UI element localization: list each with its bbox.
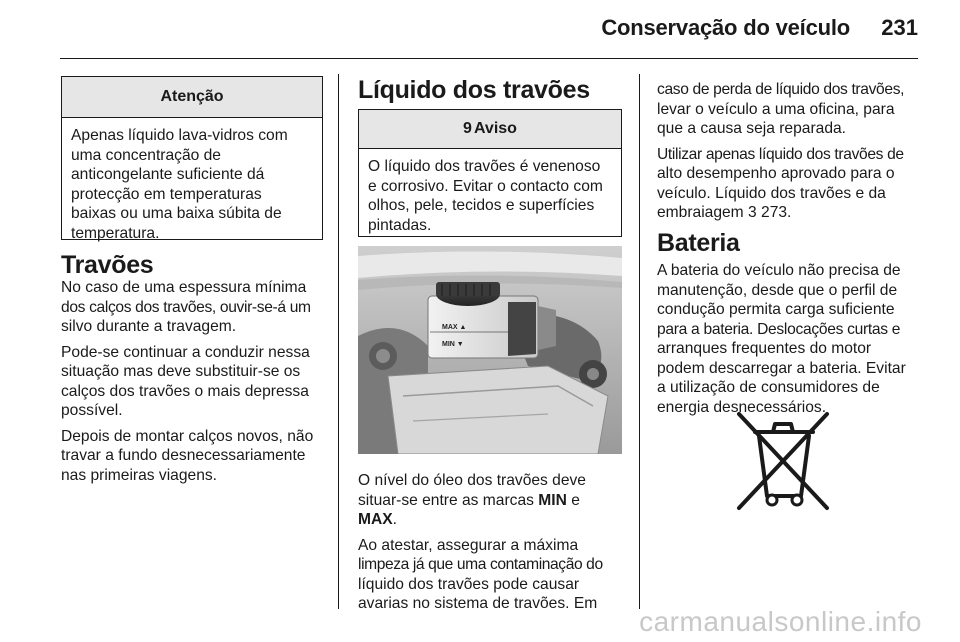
text-line: podem descarregar a bateria. Evitar	[657, 359, 906, 377]
column-divider-2	[639, 74, 640, 609]
text-line: limpeza já que uma contaminação do	[358, 556, 603, 573]
paragraph	[61, 427, 333, 486]
text-line: avarias no sistema de travões. Em	[358, 595, 598, 612]
text-line: O nível do óleo dos travões deve	[358, 472, 586, 489]
text-line: A bateria do veículo não precisa de	[657, 262, 901, 279]
text-line: líquido dos travões pode causar	[358, 575, 580, 593]
text-line: a utilização de consumidores de	[657, 379, 880, 396]
col3-top-text	[657, 80, 929, 229]
min-keyword: MIN	[538, 491, 567, 509]
text-line: condução permita carga suficiente	[657, 301, 895, 318]
attention-line: protecção em temperaturas	[71, 185, 262, 203]
section-title-liquido-travoes: Líquido dos travões	[358, 76, 590, 104]
paragraph	[61, 278, 333, 337]
text-line: para a bateria. Deslocações curtas e	[657, 320, 901, 338]
bateria-text	[657, 261, 929, 423]
paragraph	[358, 471, 630, 530]
attention-box	[61, 76, 323, 240]
text-line: alto desempenho aprovado para o	[657, 165, 895, 182]
attention-line: baixas ou uma baixa súbita de	[71, 205, 282, 222]
warning-line: pintadas.	[368, 216, 432, 234]
text-line	[358, 510, 630, 530]
text-line: silvo durante a travagem.	[61, 318, 237, 335]
paragraph	[657, 145, 929, 223]
travoes-text	[61, 278, 333, 491]
attention-box-body	[62, 118, 322, 251]
text-line	[358, 491, 630, 511]
text-line: manutenção, desde que o perfil de	[657, 281, 898, 299]
max-keyword: MAX	[358, 511, 393, 528]
text-line: veículo. Líquido dos travões e da	[657, 184, 886, 202]
column-divider-1	[338, 74, 339, 609]
watermark: carmanualsonline.info	[639, 606, 922, 637]
attention-line: uma concentração de	[71, 146, 221, 164]
text-line: Utilizar apenas líquido dos travões de	[657, 145, 904, 163]
text-line: nas primeiras viagens.	[61, 466, 218, 484]
text-line: que a causa seja reparada.	[657, 120, 846, 137]
warning-line: olhos, pele, tecidos e superfícies	[368, 197, 595, 214]
text-line: dos calços dos travões, ouvir-se-á um	[61, 298, 311, 316]
warning-box	[358, 109, 622, 237]
paragraph	[358, 536, 630, 614]
attention-line: anticongelante suficiente dá	[71, 166, 265, 183]
liquido-text	[358, 471, 630, 620]
min-mark-label: MIN ▼	[442, 341, 464, 348]
text-line: Depois de montar calços novos, não	[61, 427, 314, 445]
text-line: No caso de uma espessura mínima	[61, 279, 307, 296]
max-mark-label: MAX ▲	[442, 324, 467, 331]
attention-line: Apenas líquido lava-vidros com	[71, 127, 288, 144]
text-line: Pode-se continuar a conduzir nessa	[61, 343, 310, 361]
text-line: calços dos travões o mais depressa	[61, 382, 309, 400]
paragraph	[61, 343, 333, 421]
reservoir-illustration	[358, 246, 622, 454]
warning-line: e corrosivo. Evitar o contacto com	[368, 177, 603, 195]
crossed-out-bin-icon	[735, 408, 831, 514]
attention-line: temperatura.	[71, 224, 160, 242]
text-line: arranques frequentes do motor	[657, 340, 872, 357]
paragraph	[657, 261, 929, 417]
section-title-bateria: Bateria	[657, 229, 740, 257]
section-title-travoes: Travões	[61, 251, 154, 279]
warning-icon: 9	[463, 120, 472, 137]
text-line: caso de perda de líquido dos travões,	[657, 81, 905, 98]
text-line: levar o veículo a uma oficina, para	[657, 100, 895, 118]
page-reference-icon[interactable]: 3	[748, 204, 757, 221]
text-line	[657, 203, 929, 223]
warning-box-body	[359, 149, 621, 243]
brake-fluid-reservoir-photo	[358, 246, 622, 454]
header-rule	[60, 58, 918, 59]
text-line: energia desnecessários.	[657, 398, 827, 416]
warning-line: O líquido dos travões é venenoso	[368, 158, 601, 175]
page-header-title: Conservação do veículo	[601, 15, 850, 40]
attention-box-heading: Atenção	[62, 77, 322, 118]
paragraph	[657, 80, 929, 139]
text-line: Ao atestar, assegurar a máxima	[358, 536, 579, 554]
text-fragment: .	[392, 511, 397, 528]
text-fragment: embraiagem	[657, 204, 749, 221]
text-fragment: e	[566, 491, 580, 509]
warning-box-heading	[359, 110, 621, 149]
text-fragment: situar-se entre as marcas	[358, 491, 539, 509]
text-line: travar a fundo desnecessariamente	[61, 447, 306, 464]
warning-box-title: Aviso	[473, 120, 517, 137]
page-number: 231	[881, 15, 918, 40]
text-line: situação mas deve substituir-se os	[61, 363, 301, 380]
page-reference[interactable]: 273.	[756, 204, 792, 221]
text-line: possível.	[61, 402, 123, 419]
